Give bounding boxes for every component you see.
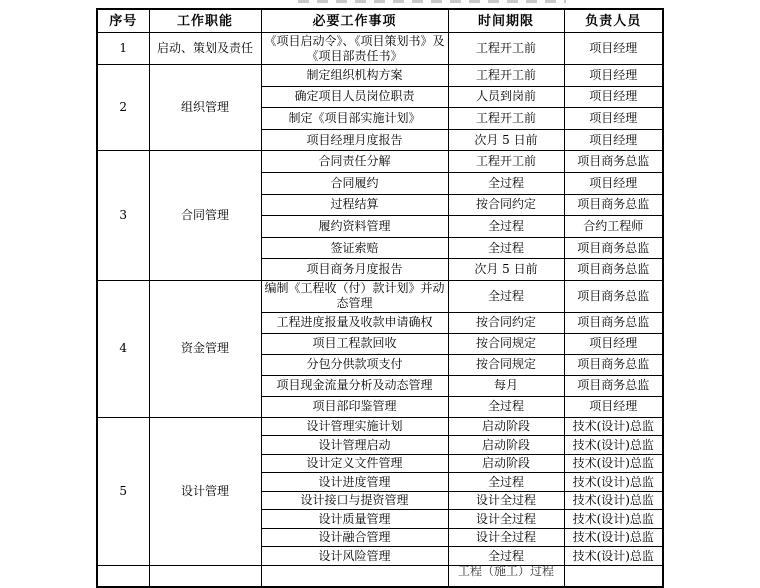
- table-row: [97, 65, 663, 87]
- cell-owner: 技术(设计)总监: [564, 436, 663, 455]
- cell-item: 《项目启动令》、《项目策划书》及《项目部责任书》: [261, 33, 448, 65]
- cell-owner: 技术(设计)总监: [564, 454, 663, 473]
- cell-item: 项目商务月度报告: [261, 259, 448, 281]
- cell-item: 项目部印鉴管理: [261, 396, 448, 417]
- cell-serial: 4: [97, 280, 149, 417]
- cell-time: 启动阶段: [448, 417, 564, 436]
- cell-time: 启动阶段: [448, 436, 564, 455]
- cell-time: 设计全过程: [448, 528, 564, 547]
- cell-owner: 技术(设计)总监: [564, 473, 663, 492]
- cell-owner: 技术(设计)总监: [564, 547, 663, 566]
- cell-time: 每月: [448, 375, 564, 396]
- cell-item: 合同责任分解: [261, 151, 448, 173]
- cell-time: 设计全过程: [448, 510, 564, 529]
- cell-owner: 技术(设计)总监: [564, 417, 663, 436]
- column-header: 序号: [97, 9, 149, 33]
- cell-owner: 项目商务总监: [564, 375, 663, 396]
- cell-owner: 项目经理: [564, 86, 663, 108]
- cell-time: 按合同规定: [448, 333, 564, 354]
- cell-item: 项目现金流量分析及动态管理: [261, 375, 448, 396]
- cell-function: 资金管理: [149, 280, 261, 417]
- cell-owner: 项目经理: [564, 396, 663, 417]
- cell-item: 设计管理实施计划: [261, 417, 448, 436]
- cell-owner: 项目经理: [564, 108, 663, 130]
- cell-time: 工程开工前: [448, 33, 564, 65]
- cell-time: 按合同约定: [448, 194, 564, 216]
- cell-time: 工程开工前: [448, 151, 564, 173]
- cell-item: 履约资料管理: [261, 216, 448, 238]
- cell-serial: 1: [97, 33, 149, 65]
- cell-time: 启动阶段: [448, 454, 564, 473]
- cell-serial: 2: [97, 65, 149, 151]
- column-header: 必要工作事项: [261, 9, 448, 33]
- cell-item: 合同履约: [261, 172, 448, 194]
- table-row-partial: [97, 565, 663, 587]
- cell-owner: 项目商务总监: [564, 259, 663, 281]
- column-header: 工作职能: [149, 9, 261, 33]
- cell-item: 制定《项目部实施计划》: [261, 108, 448, 130]
- table-body: [97, 33, 663, 587]
- cell-time: 工程开工前: [448, 108, 564, 130]
- cell-owner: 技术(设计)总监: [564, 510, 663, 529]
- table-row: [97, 417, 663, 436]
- cell-item: 确定项目人员岗位职责: [261, 86, 448, 108]
- cell-owner: 项目商务总监: [564, 237, 663, 259]
- cell-time: 全过程: [448, 547, 564, 566]
- cell-function: 设计管理: [149, 417, 261, 565]
- cell-owner: 技术(设计)总监: [564, 528, 663, 547]
- column-header: 负责人员: [564, 9, 663, 33]
- table-row: [97, 33, 663, 65]
- cell-function: 启动、策划及责任: [149, 33, 261, 65]
- cell-owner: 项目经理: [564, 129, 663, 151]
- cell-function: 合同管理: [149, 151, 261, 281]
- cell-owner: 项目经理: [564, 172, 663, 194]
- cell-item: 工程进度报量及收款申请确权: [261, 312, 448, 333]
- cell-owner: 项目商务总监: [564, 354, 663, 375]
- cell-time: 按合同规定: [448, 354, 564, 375]
- responsibility-table: [96, 8, 664, 588]
- cell-owner: 项目商务总监: [564, 312, 663, 333]
- cell-owner: 项目商务总监: [564, 151, 663, 173]
- cell-owner: [564, 565, 663, 587]
- cell-item: 设计风险管理: [261, 547, 448, 566]
- table-row: [97, 280, 663, 312]
- cell-time: 全过程: [448, 280, 564, 312]
- cell-item: 制定组织机构方案: [261, 65, 448, 87]
- cell-time: 工程（施工）过程: [448, 565, 564, 587]
- cell-owner: 项目经理: [564, 33, 663, 65]
- cell-time: 全过程: [448, 237, 564, 259]
- cell-item: 设计管理启动: [261, 436, 448, 455]
- cell-item: 过程结算: [261, 194, 448, 216]
- clipped-title-fragment: [298, 0, 566, 3]
- cell-owner: 技术(设计)总监: [564, 491, 663, 510]
- cell-time: 次月 5 日前: [448, 259, 564, 281]
- cell-time: 设计全过程: [448, 491, 564, 510]
- cell-time: 工程开工前: [448, 65, 564, 87]
- cell-item: 设计融合管理: [261, 528, 448, 547]
- cell-item: 分包分供款项支付: [261, 354, 448, 375]
- cell-item: 项目工程款回收: [261, 333, 448, 354]
- cell-serial: 3: [97, 151, 149, 281]
- cell-owner: 项目商务总监: [564, 194, 663, 216]
- cell-item: 签证索赔: [261, 237, 448, 259]
- cell-time: 按合同约定: [448, 312, 564, 333]
- cell-serial: [97, 565, 149, 587]
- cell-owner: 项目经理: [564, 65, 663, 87]
- cell-item: 设计接口与提资管理: [261, 491, 448, 510]
- cell-item: 设计定义文件管理: [261, 454, 448, 473]
- cell-owner: 项目经理: [564, 333, 663, 354]
- cell-function: [149, 565, 261, 587]
- table-row: [97, 151, 663, 173]
- column-header: 时间期限: [448, 9, 564, 33]
- cell-item: 设计质量管理: [261, 510, 448, 529]
- cell-time: 人员到岗前: [448, 86, 564, 108]
- cell-owner: 项目商务总监: [564, 280, 663, 312]
- cell-time: 次月 5 日前: [448, 129, 564, 151]
- cell-serial: 5: [97, 417, 149, 565]
- cell-item: 设计进度管理: [261, 473, 448, 492]
- cell-time: 全过程: [448, 216, 564, 238]
- cell-item: 编制《工程收（付）款计划》并动态管理: [261, 280, 448, 312]
- cell-time: 全过程: [448, 172, 564, 194]
- cell-item: 项目经理月度报告: [261, 129, 448, 151]
- header-row: [97, 9, 663, 33]
- cell-time: 全过程: [448, 396, 564, 417]
- cell-time: 全过程: [448, 473, 564, 492]
- cell-item: [261, 565, 448, 587]
- cell-function: 组织管理: [149, 65, 261, 151]
- cell-owner: 合约工程师: [564, 216, 663, 238]
